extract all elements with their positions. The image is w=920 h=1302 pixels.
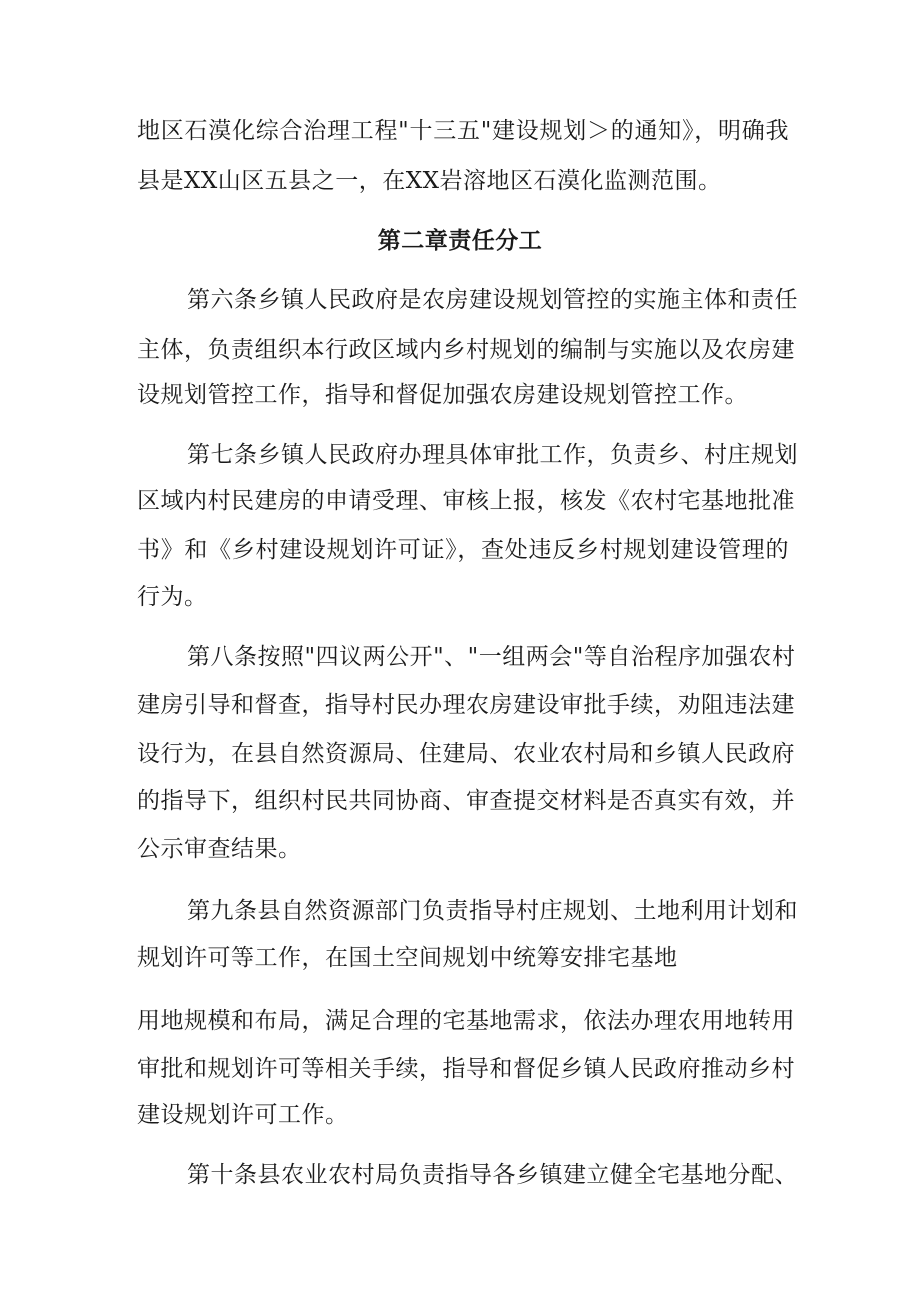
article7-line-2: 区域内村民建房的申请受理、审核上报，核发《农村宅基地批准 [137, 488, 795, 514]
article7-line-1: 第七条乡镇人民政府办理具体审批工作，负责乡、村庄规划 [187, 442, 798, 468]
article7-line-4: 行为。 [137, 584, 208, 610]
article9-line-2: 规划许可等工作，在国土空间规划中统筹安排宅基地 [137, 945, 678, 971]
article8-line-1: 第八条按照"四议两公开"、"一组两会"等自治程序加强农村 [187, 644, 796, 670]
article8-line-3: 设行为，在县自然资源局、住建局、农业农村局和乡镇人民政府 [137, 741, 795, 767]
article9-line-1: 第九条县自然资源部门负责指导村庄规划、土地利用计划和 [187, 898, 798, 924]
intro-line-2: 县是XX山区五县之一，在XX岩溶地区石漠化监测范围。 [137, 168, 722, 194]
article8-line-4: 的指导下，组织村民共同协商、审查提交材料是否真实有效，并 [137, 788, 795, 814]
article9-cont-line-2: 审批和规划许可等相关手续，指导和督促乡镇人民政府推动乡村 [137, 1056, 795, 1082]
chapter-title: 第二章责任分工 [377, 228, 543, 254]
article6-line-3: 设规划管控工作，指导和督促加强农房建设规划管控工作。 [137, 382, 748, 408]
article9-cont-line-3: 建设规划许可工作。 [137, 1102, 349, 1128]
article7-line-3: 书》和《乡村建设规划许可证》，查处违反乡村规划建设管理的 [137, 537, 789, 563]
article10-line-1: 第十条县农业农村局负责指导各乡镇建立健全宅基地分配、 [187, 1162, 798, 1188]
article9-cont-line-1: 用地规模和布局，满足合理的宅基地需求，依法办理农用地转用 [137, 1008, 795, 1034]
article6-line-1: 第六条乡镇人民政府是农房建设规划管控的实施主体和责任 [187, 287, 798, 313]
intro-line-1: 地区石漠化综合治理工程"十三五"建设规划＞的通知》，明确我 [137, 118, 789, 144]
article8-line-5: 公示审查结果。 [137, 836, 302, 862]
article8-line-2: 建房引导和督查，指导村民办理农房建设审批手续，劝阻违法建 [137, 692, 795, 718]
article6-line-2: 主体，负责组织本行政区域内乡村规划的编制与实施以及农房建 [137, 337, 795, 363]
